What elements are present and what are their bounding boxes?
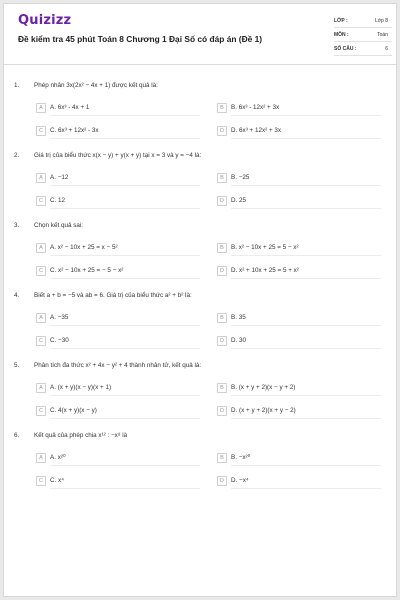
question-prompt: Giá trị của biểu thức x(x − y) + y(x + y) tại x = 3 và y = −4 là: [34, 152, 202, 159]
question-number: 6. [14, 432, 20, 439]
option-label: C. 12 [50, 197, 66, 204]
option-label: B. x² − 10x + 25 = 5 − x² [231, 244, 299, 251]
answer-option-a[interactable] [36, 452, 65, 463]
option-letter-box: C [36, 126, 46, 136]
option-letter-box: D [217, 126, 227, 136]
meta-row-count [334, 42, 392, 56]
meta-info [334, 14, 392, 56]
option-underline [231, 325, 381, 326]
option-label: A. (x + y)(x − y)(x + 1) [50, 384, 112, 391]
meta-row-class [334, 14, 392, 28]
option-label: D. 6x³ + 12x² + 3x [231, 127, 282, 134]
meta-value: 6 [385, 45, 388, 52]
question-prompt: Phân tích đa thức x² + 4x − y² + 4 thành nhân tử, kết quả là: [34, 362, 202, 369]
option-label: A. x² − 10x + 25 = x − 5² [50, 244, 118, 251]
answer-option-b[interactable] [217, 452, 250, 463]
option-label: C. 6x³ + 12x² - 3x [50, 127, 99, 134]
answer-option-d[interactable] [217, 475, 249, 486]
answer-option-b[interactable] [217, 312, 246, 323]
meta-label: MÔN : [334, 31, 349, 38]
question-text [14, 432, 127, 439]
option-underline [231, 255, 381, 256]
question-number: 4. [14, 292, 20, 299]
answer-option-b[interactable] [217, 382, 295, 393]
option-label: D. (x + y + 2)(x + y − 2) [231, 407, 296, 414]
option-letter-box: C [36, 266, 46, 276]
question-text [14, 82, 158, 89]
option-underline [50, 325, 200, 326]
option-underline [231, 185, 381, 186]
option-underline [231, 138, 381, 139]
option-letter-box: A [36, 173, 46, 183]
option-underline [231, 278, 381, 279]
answer-option-a[interactable] [36, 102, 89, 113]
answer-option-a[interactable] [36, 382, 111, 393]
option-letter-box: A [36, 243, 46, 253]
answer-option-c[interactable] [36, 125, 98, 136]
question-number: 1. [14, 82, 20, 89]
meta-value: Toán [377, 31, 388, 38]
option-label: A. x²⁰ [50, 454, 66, 461]
option-underline [50, 348, 200, 349]
option-label: C. x² − 10x + 25 = − 5 − x² [50, 267, 124, 274]
option-underline [50, 418, 200, 419]
option-letter-box: B [217, 383, 227, 393]
option-letter-box: D [217, 406, 227, 416]
meta-row-subject [334, 28, 392, 42]
question-text [14, 362, 201, 369]
question-prompt: Chọn kết quả sai: [34, 222, 84, 229]
answer-option-d[interactable] [217, 405, 296, 416]
answer-option-c[interactable] [36, 405, 97, 416]
option-underline [50, 488, 200, 489]
option-label: B. (x + y + 2)(x − y + 2) [231, 384, 296, 391]
option-label: A. −35 [50, 314, 69, 321]
option-letter-box: D [217, 196, 227, 206]
option-underline [231, 395, 381, 396]
question-prompt: Biết a + b = −5 và ab = 6. Giá trị của biểu thức a² + b² là: [34, 292, 192, 299]
option-underline [231, 208, 381, 209]
question-number: 5. [14, 362, 20, 369]
option-label: B. 35 [231, 314, 246, 321]
option-label: D. x² + 10x + 25 = 5 + x² [231, 267, 299, 274]
option-label: A. −12 [50, 174, 69, 181]
option-underline [231, 488, 381, 489]
option-label: B. −x²⁰ [231, 454, 251, 461]
answer-option-b[interactable] [217, 102, 279, 113]
option-underline [50, 255, 200, 256]
option-underline [50, 278, 200, 279]
answer-option-a[interactable] [36, 312, 68, 323]
question-number: 2. [14, 152, 20, 159]
quizizz-logo: Quizizz [18, 13, 72, 28]
answer-option-c[interactable] [36, 475, 64, 486]
option-letter-box: D [217, 266, 227, 276]
option-underline [231, 418, 381, 419]
answer-option-d[interactable] [217, 265, 299, 276]
header-divider [4, 64, 396, 65]
option-underline [50, 115, 200, 116]
answer-option-d[interactable] [217, 125, 281, 136]
answer-option-c[interactable] [36, 195, 65, 206]
option-underline [231, 465, 381, 466]
answer-option-d[interactable] [217, 335, 246, 346]
option-letter-box: A [36, 103, 46, 113]
option-label: C. −30 [50, 337, 69, 344]
option-letter-box: C [36, 336, 46, 346]
option-letter-box: D [217, 476, 227, 486]
question-text [14, 292, 192, 299]
option-underline [50, 185, 200, 186]
option-letter-box: A [36, 383, 46, 393]
option-letter-box: B [217, 453, 227, 463]
option-underline [50, 465, 200, 466]
option-underline [50, 395, 200, 396]
answer-option-c[interactable] [36, 335, 69, 346]
option-letter-box: B [217, 173, 227, 183]
answer-option-b[interactable] [217, 242, 299, 253]
option-letter-box: B [217, 313, 227, 323]
worksheet-page [3, 3, 397, 597]
worksheet-header [4, 4, 396, 64]
meta-value: Lớp 8 [374, 17, 388, 24]
option-letter-box: B [217, 103, 227, 113]
answer-option-c[interactable] [36, 265, 123, 276]
option-label: B. −25 [231, 174, 250, 181]
option-underline [231, 115, 381, 116]
option-letter-box: C [36, 196, 46, 206]
option-letter-box: D [217, 336, 227, 346]
answer-option-d[interactable] [217, 195, 246, 206]
option-underline [50, 138, 200, 139]
option-label: B. 6x³ - 12x² + 3x [231, 104, 280, 111]
answer-option-b[interactable] [217, 172, 249, 183]
meta-label: LỚP : [334, 17, 348, 24]
option-underline [50, 208, 200, 209]
option-label: A. 6x³ - 4x + 1 [50, 104, 90, 111]
question-prompt: Phép nhân 3x(2x² − 4x + 1) được kết quả là: [34, 82, 158, 89]
worksheet-title: Đề kiểm tra 45 phút Toán 8 Chương 1 Đại Số có đáp án (Đề 1) [18, 34, 263, 44]
option-label: C. 4(x + y)(x − y) [50, 407, 97, 414]
option-letter-box: C [36, 406, 46, 416]
answer-option-a[interactable] [36, 172, 68, 183]
option-label: D. −x⁴ [231, 477, 249, 484]
option-label: D. 30 [231, 337, 247, 344]
option-letter-box: B [217, 243, 227, 253]
option-letter-box: A [36, 313, 46, 323]
option-letter-box: A [36, 453, 46, 463]
option-label: D. 25 [231, 197, 247, 204]
option-underline [231, 348, 381, 349]
question-number: 3. [14, 222, 20, 229]
option-label: C. x⁴ [50, 477, 64, 484]
question-text [14, 222, 83, 229]
option-letter-box: C [36, 476, 46, 486]
question-text [14, 152, 201, 159]
meta-label: SỐ CÂU : [334, 45, 357, 52]
question-prompt: Kết quả của phép chia x¹² : −x⁸ là [34, 432, 128, 439]
answer-option-a[interactable] [36, 242, 118, 253]
